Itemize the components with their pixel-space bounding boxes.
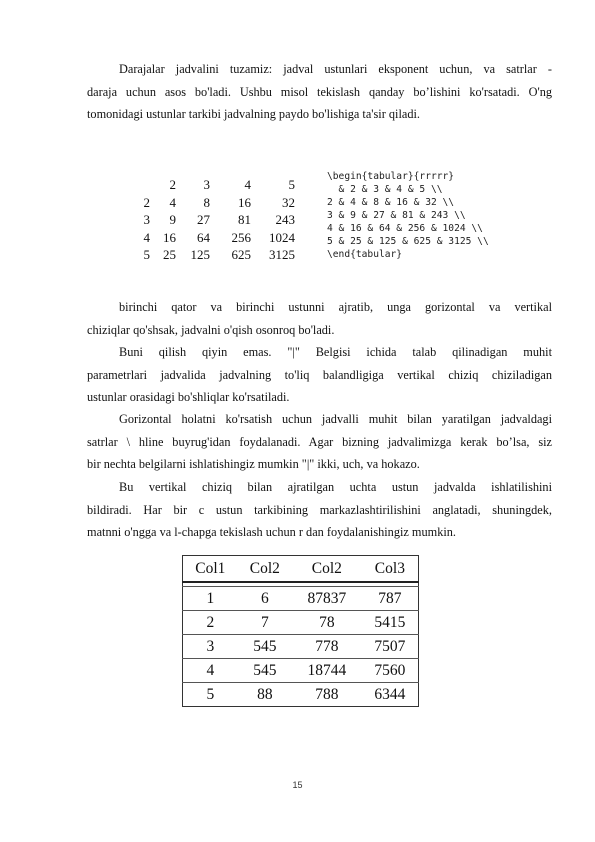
table-cell bbox=[138, 176, 150, 194]
paragraph-columns bbox=[87, 476, 552, 544]
text-line: matnni o'ngga va l-chapga tekislash uchun r dan foydalanishingiz mumkin. bbox=[87, 525, 456, 540]
table-cell: 16 bbox=[238, 194, 251, 210]
table-header-cell: Col1 bbox=[183, 556, 238, 583]
text-line: Gorizontal holatni ko'rsatish uchun jadvalli muhit bilan yaratilgan jadvaldagi bbox=[119, 412, 552, 426]
table-cell: 64 bbox=[197, 229, 210, 245]
text-line: Darajalar jadvalini tuzamiz: jadval ustunlari eksponent uchun, va satrlar - bbox=[119, 62, 552, 76]
code-line: 5 & 25 & 125 & 625 & 3125 \\ bbox=[327, 236, 489, 247]
text-line: satrlar \ hline buyrug'idan foydalanadi. Agar bizning jadvalimizga kerak bo’lsa, siz bbox=[87, 434, 552, 449]
table-cell: 8 bbox=[203, 194, 210, 210]
paragraph-vertical-bar bbox=[87, 341, 552, 409]
code-line: \begin{tabular}{rrrrr} bbox=[327, 171, 455, 182]
table-cell: 7 bbox=[260, 614, 269, 631]
page-number: 15 bbox=[292, 780, 303, 790]
table-cell: 2 bbox=[206, 614, 215, 631]
table-cell: 88 bbox=[257, 686, 273, 703]
code-line: 2 & 4 & 8 & 16 & 32 \\ bbox=[327, 197, 455, 208]
table-row bbox=[183, 611, 419, 635]
table-cell: 625 bbox=[231, 247, 251, 263]
table-cell: 5 bbox=[288, 177, 295, 192]
table-cell: 5415 bbox=[374, 614, 406, 631]
table-header-cell: Col2 bbox=[292, 556, 362, 583]
text-line: bildiradi. Har bir c ustun tarkibining markazlashtirilishini anglatadi, shuningdek, bbox=[87, 502, 552, 517]
latex-code-block bbox=[327, 170, 489, 261]
bordered-example-table bbox=[182, 555, 419, 707]
text-line: bir nechta belgilarni ishlatishingiz mumkin "|" ikki, uch, va hokazo. bbox=[87, 457, 420, 472]
paragraph-intro bbox=[87, 58, 552, 126]
text-line: Buni qilish qiyin emas. "|" Belgisi ichida talab qilinadigan muhit bbox=[119, 345, 552, 359]
table-header-cell: Col3 bbox=[362, 556, 419, 583]
table-row bbox=[183, 587, 419, 611]
table-cell: 545 bbox=[253, 662, 277, 679]
code-line: & 2 & 3 & 4 & 5 \\ bbox=[327, 184, 443, 195]
code-line: \end{tabular} bbox=[327, 249, 403, 260]
table-cell: 87837 bbox=[307, 590, 347, 607]
table-cell: 3 bbox=[203, 177, 210, 192]
code-line: 4 & 16 & 64 & 256 & 1024 \\ bbox=[327, 223, 483, 234]
paragraph-hline bbox=[87, 408, 552, 476]
table-cell: 4 bbox=[169, 194, 176, 210]
paragraph-lines-intro bbox=[87, 296, 552, 341]
code-line: 3 & 9 & 27 & 81 & 243 \\ bbox=[327, 210, 466, 221]
table-row bbox=[138, 229, 295, 247]
table-cell: 32 bbox=[282, 194, 295, 210]
table-cell: 5 bbox=[143, 247, 150, 263]
table-row bbox=[138, 194, 295, 212]
table-header-cell: Col2 bbox=[238, 556, 292, 583]
table-cell: 18744 bbox=[307, 662, 347, 679]
text-line: tomonidagi ustunlar tarkibi jadvalning paydo bo'lishiga ta'sir qiladi. bbox=[87, 107, 420, 122]
table-cell: 4 bbox=[206, 662, 215, 679]
table-cell: 5 bbox=[206, 686, 215, 703]
table-cell: 2 bbox=[143, 194, 150, 210]
text-line: chiziqlar qo'shsak, jadvalni o'qish osonroq bo'ladi. bbox=[87, 322, 335, 337]
table-cell: 7507 bbox=[374, 638, 406, 655]
table-cell: 243 bbox=[275, 212, 295, 228]
table-cell: 6 bbox=[260, 590, 269, 607]
table-cell: 81 bbox=[238, 212, 251, 228]
table-cell: 778 bbox=[315, 638, 339, 655]
table-cell: 4 bbox=[244, 177, 251, 192]
table-row bbox=[183, 635, 419, 659]
table-row bbox=[183, 683, 419, 707]
table-cell: 125 bbox=[190, 247, 210, 263]
text-line: Bu vertikal chiziq bilan ajratilgan uchta ustun jadvalda ishlatilishini bbox=[119, 480, 552, 494]
text-line: daraja uchun asos bo'ladi. Ushbu misol tekislash qanday bo’lishini ko'rsatadi. O'ng bbox=[87, 84, 552, 99]
table-row bbox=[183, 659, 419, 683]
table-cell: 4 bbox=[143, 229, 150, 245]
table-cell: 787 bbox=[378, 590, 402, 607]
text-line: parametrlari jadvalida jadvalning to'liq balandligiga vertikal chiziq chiziladigan bbox=[87, 367, 552, 382]
table-cell: 3 bbox=[143, 212, 150, 228]
table-row bbox=[138, 176, 295, 194]
table-cell: 1024 bbox=[269, 229, 295, 245]
table-cell: 545 bbox=[253, 638, 277, 655]
table-cell: 3125 bbox=[269, 247, 295, 263]
table-cell: 1 bbox=[206, 590, 215, 607]
table-cell: 6344 bbox=[374, 686, 406, 703]
table-cell: 16 bbox=[163, 229, 176, 245]
table-cell: 2 bbox=[169, 177, 176, 192]
table-cell: 7560 bbox=[374, 662, 406, 679]
table-header-row bbox=[183, 556, 419, 583]
text-line: birinchi qator va birinchi ustunni ajratib, unga gorizontal va vertikal bbox=[119, 300, 552, 314]
table-cell: 27 bbox=[197, 212, 210, 228]
table-cell: 25 bbox=[163, 247, 176, 263]
table-cell: 78 bbox=[319, 614, 335, 631]
table-row bbox=[138, 211, 295, 229]
exponent-table bbox=[138, 176, 295, 264]
table-cell: 256 bbox=[231, 229, 251, 245]
text-line: ustunlar orasidagi bo'shliqlar ko'rsatiladi. bbox=[87, 390, 290, 405]
table-cell: 788 bbox=[315, 686, 339, 703]
table-row bbox=[138, 246, 295, 264]
table-cell: 9 bbox=[169, 212, 176, 228]
table-cell: 3 bbox=[206, 638, 215, 655]
